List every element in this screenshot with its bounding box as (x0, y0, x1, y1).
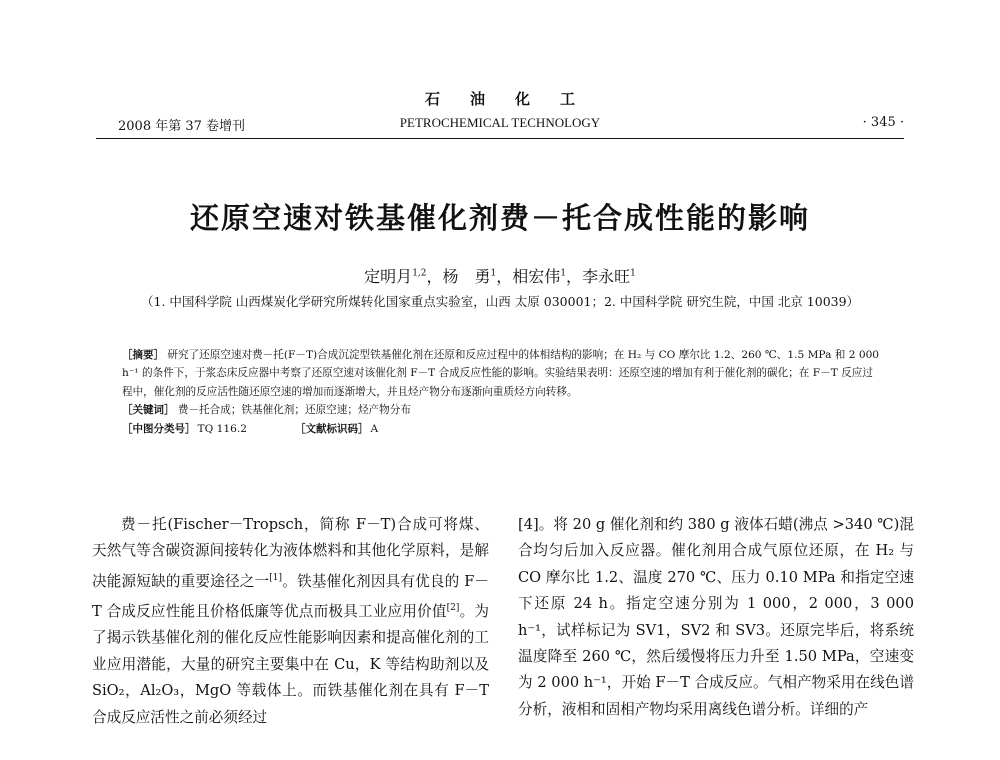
journal-title-chinese: 石油化工 (424, 90, 605, 108)
class-code: TQ 116.2 (197, 422, 247, 435)
journal-title-english: PETROCHEMICAL TECHNOLOGY (399, 115, 601, 130)
body-text: 费－托(Fischer－Tropsch，简称 F－T)合成可将煤、天然气等含碳资源间接转化为液体燃料和其他化学原料，是解决能源短缺的重要途径之一 (92, 516, 489, 590)
body-paragraph (92, 512, 489, 731)
citation: [2] (446, 603, 460, 614)
abstract-label: ［摘要］ (122, 349, 164, 361)
doc-code-label: ［文献标识码］ (294, 422, 369, 435)
keywords-label: ［关键词］ (122, 404, 175, 417)
author-list: 定明月$^{1,2}$，杨 勇$^1$，相宏伟$^1$，李永旺$^1$ (364, 267, 636, 286)
body-column-right (518, 512, 914, 723)
class-label: ［中图分类号］ (122, 422, 196, 435)
body-paragraph: [4]。将 20 g 催化剂和约 380 g 液体石蜡(沸点 >340 ℃)混合均匀后加入反应器。催化剂用合成气原位还原，在 H₂ 与 CO 摩尔比 1.2、温度 270 ℃、压力 0.10 MPa 和指定空速下还原 24 h。指定空速分别为 1 000，2 000，3 000 h⁻¹，试样标记为 SV1，SV2 和 SV3。还原完毕后，将系统温度降至 260 ℃，然后缓慢将压力升至 1.50 MPa，空速变为 2 000 h⁻¹，开始 F－T 合成反应。气相产物采用在线色谱分析，液相和固相产物均采用离线色谱分析。详细的产 (518, 516, 914, 718)
author-affiliation-mark: 1 (630, 268, 636, 279)
doc-code: A (370, 422, 379, 435)
keywords-text: 费－托合成；铁基催化剂；还原空速；烃产物分布 (177, 404, 411, 417)
abstract-text: 研究了还原空速对费－托(F－T)合成沉淀型铁基催化剂在还原和反应过程中的体相结构的影响；在 H₂ 与 CO 摩尔比 1.2、260 ℃、1.5 MPa 和 2 000 h⁻¹ 的条件下，于浆态床反应器中考察了还原空速对该催化剂 F－T 合成反应性能的影响。实验结果表明：还原空速的增加有利于催化剂的碳化；在 F－T 反应过程中，催化剂的反应活性随还原空速的增加而逐渐增大，并且烃产物分布逐渐向重质烃方向转移。 (122, 349, 880, 398)
author-name: 相宏伟 (512, 267, 561, 286)
citation: [1] (269, 572, 283, 583)
classification-line (122, 420, 882, 438)
author-name: 李永旺 (582, 267, 631, 286)
keywords-line (122, 401, 882, 419)
page-number: · 345 · (862, 115, 904, 130)
body-column-left (92, 512, 489, 731)
author-affiliation-mark: 1 (560, 268, 567, 279)
author-affiliation-mark: 1 (490, 268, 497, 279)
body-text: 。为了揭示铁基催化剂的催化反应性能影响因素和提高催化剂的工业应用潜能，大量的研究主要集中在 Cu，K 等结构助剂以及 SiO₂，Al₂O₃，MgO 等载体上。而铁基催化剂在具有 F－T 合成反应活性之前必须经过 (92, 602, 489, 726)
article-title: 还原空速对铁基催化剂费－托合成性能的影响 (189, 201, 810, 235)
header-rule (96, 138, 904, 139)
affiliations: （1. 中国科学院 山西煤炭化学研究所煤转化国家重点实验室，山西 太原 030001；2. 中国科学院 研究生院，中国 北京 10039） (140, 294, 860, 309)
abstract-paragraph (122, 346, 882, 401)
issue-info: 2008 年第 37 卷增刊 (118, 119, 246, 134)
abstract-block (122, 346, 882, 438)
author-affiliation-mark: 1,2 (412, 268, 427, 279)
author-name: 定明月 (364, 267, 413, 286)
body-text: 。铁基催化剂因具有优良的 F－T 合成反应性能且价格低廉等优点而极具工业应用价值 (92, 572, 489, 620)
author-name: 杨 勇 (442, 267, 491, 286)
